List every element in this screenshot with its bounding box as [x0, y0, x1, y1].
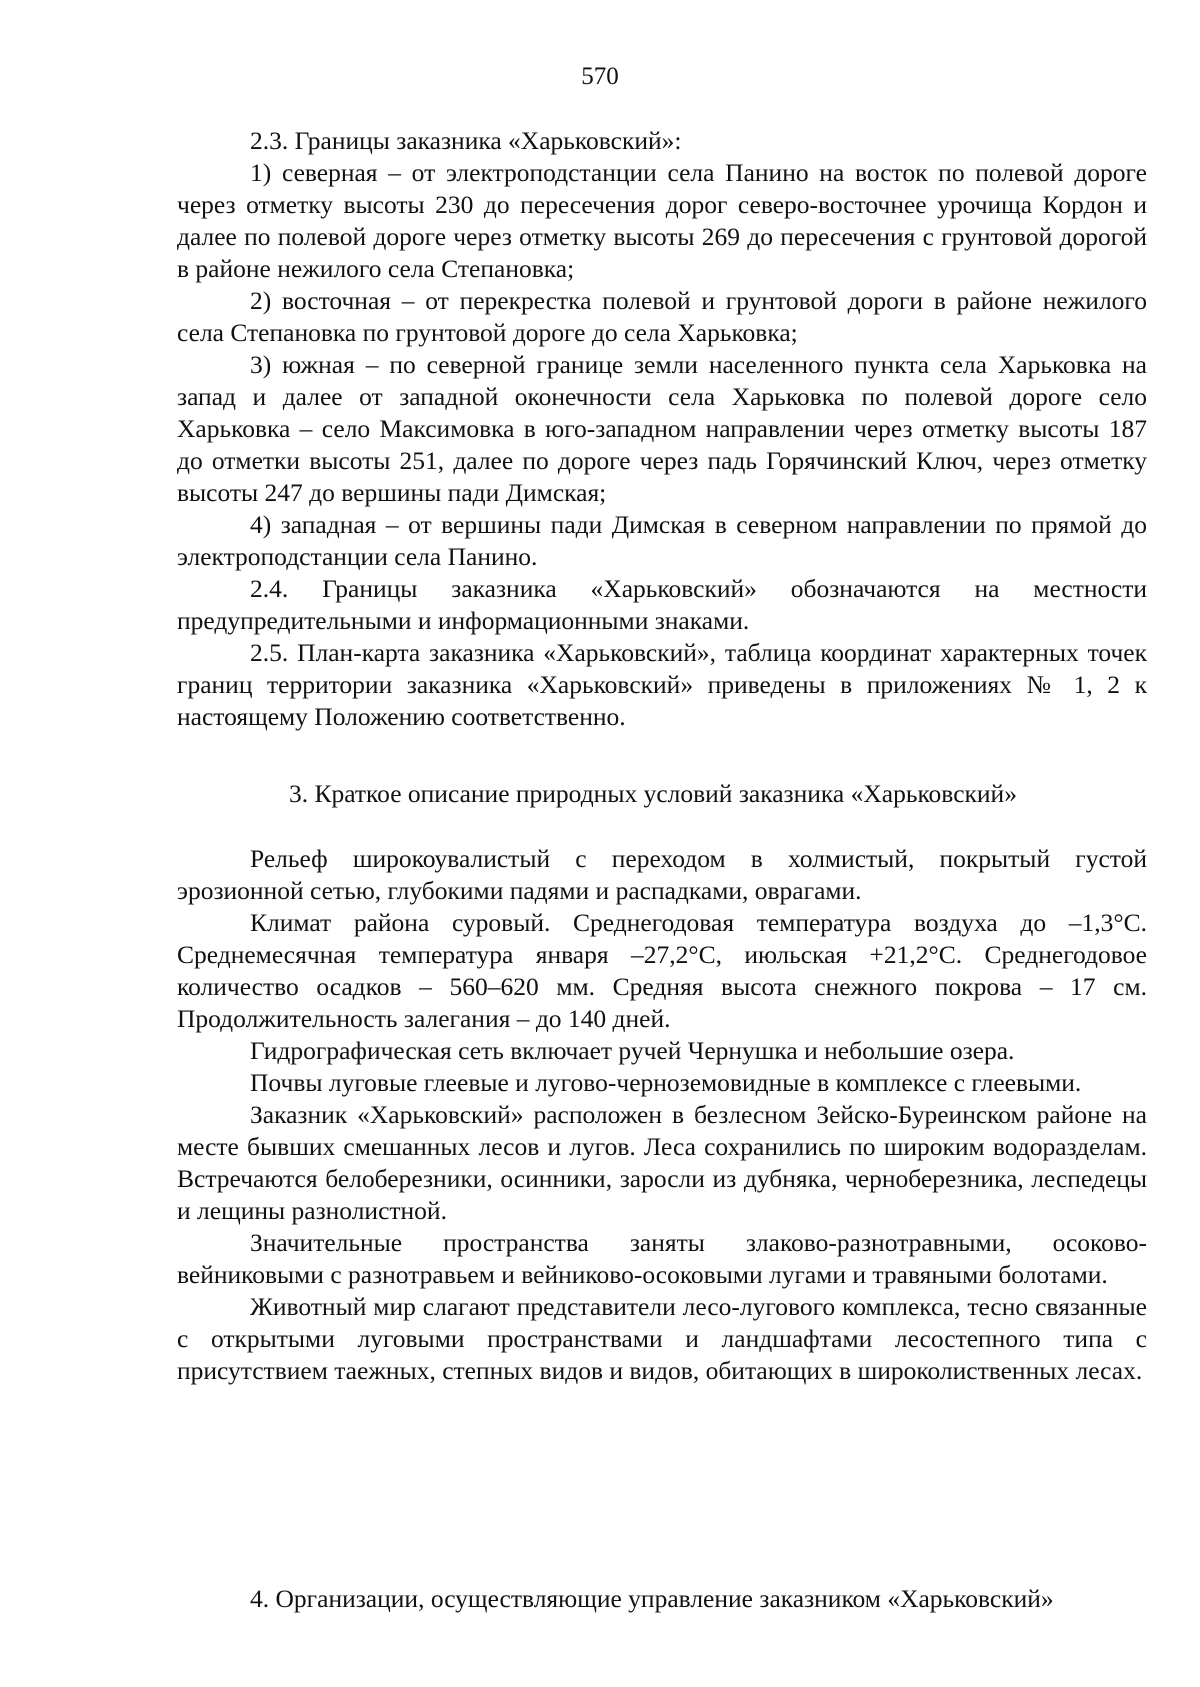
- subsection-heading-2-3: 2.3. Границы заказника «Харьковский»:: [250, 126, 682, 155]
- paragraph-relief: Рельеф широкоувалистый с переходом в холмистый, покрытый густой эрозионной сетью, глубокими падями и распадками, оврагами.: [177, 844, 1147, 905]
- paragraph-climate: Климат района суровый. Среднегодовая температура воздуха до –1,3°С. Среднемесячная температура января –27,2°С, июльская +21,2°С. Среднегодовое количество осадков – 560–620 мм. Средняя высота снежного покрова – 17 см. Продолжительность залегания – до 140 дней.: [177, 908, 1147, 1033]
- paragraph-meadows: Значительные пространства заняты злаково-разнотравными, осоково-вейниковыми с разнотравьем и вейниково-осоковыми лугами и травяными болотами.: [177, 1228, 1147, 1289]
- paragraph-north-boundary: 1) северная – от электроподстанции села Панино на восток по полевой дороге через отметку высоты 230 до пересечения дорог северо-восточнее урочища Кордон и далее по полевой дороге через отметку высоты 269 до пересечения с грунтовой дорогой в районе нежилого села Степановка;: [177, 158, 1147, 283]
- section-4-heading: 4. Организации, осуществляющие управление заказником «Харьковский»: [250, 1584, 1054, 1613]
- section-3-heading: 3. Краткое описание природных условий заказника «Харьковский»: [289, 779, 1017, 808]
- paragraph-south-boundary: 3) южная – по северной границе земли населенного пункта села Харьковка на запад и далее от западной оконечности села Харьковка по полевой дороге село Харьковка – село Максимовка в юго-западном направлении через отметку высоты 187 до отметки высоты 251, далее по дороге через падь Горячинский Ключ, через отметку высоты 247 до вершины пади Димская;: [177, 350, 1147, 507]
- paragraph-east-boundary: 2) восточная – от перекрестка полевой и грунтовой дороги в районе нежилого села Степановка по грунтовой дороге до села Харьковка;: [177, 286, 1147, 347]
- paragraph-2-5: 2.5. План-карта заказника «Харьковский», таблица координат характерных точек границ территории заказника «Харьковский» приведены в приложениях № 1, 2 к настоящему Положению соответственно.: [177, 638, 1147, 731]
- section-2-boundaries: [177, 125, 1147, 733]
- paragraph-hydrography: Гидрографическая сеть включает ручей Чернушка и небольшие озера.: [250, 1036, 1015, 1065]
- page-number: 570: [581, 63, 619, 90]
- section-3-natural-conditions: [177, 843, 1147, 1387]
- paragraph-west-boundary: 4) западная – от вершины пади Димская в северном направлении по прямой до электроподстанции села Панино.: [177, 510, 1147, 571]
- paragraph-fauna: Животный мир слагают представители лесо-лугового комплекса, тесно связанные с открытыми луговыми пространствами и ландшафтами лесостепного типа с присутствием таежных, степных видов и видов, обитающих в широколиственных лесах.: [177, 1292, 1147, 1385]
- paragraph-soils: Почвы луговые глеевые и лугово-черноземовидные в комплексе с глеевыми.: [250, 1068, 1082, 1097]
- paragraph-2-4: 2.4. Границы заказника «Харьковский» обозначаются на местности предупредительными и информационными знаками.: [177, 574, 1147, 635]
- paragraph-vegetation: Заказник «Харьковский» расположен в безлесном Зейско-Буреинском районе на месте бывших смешанных лесов и лугов. Леса сохранились по широким водоразделам. Встречаются белоберезники, осинники, заросли из дубняка, черноберезника, леспедецы и лещины разнолистной.: [177, 1100, 1147, 1225]
